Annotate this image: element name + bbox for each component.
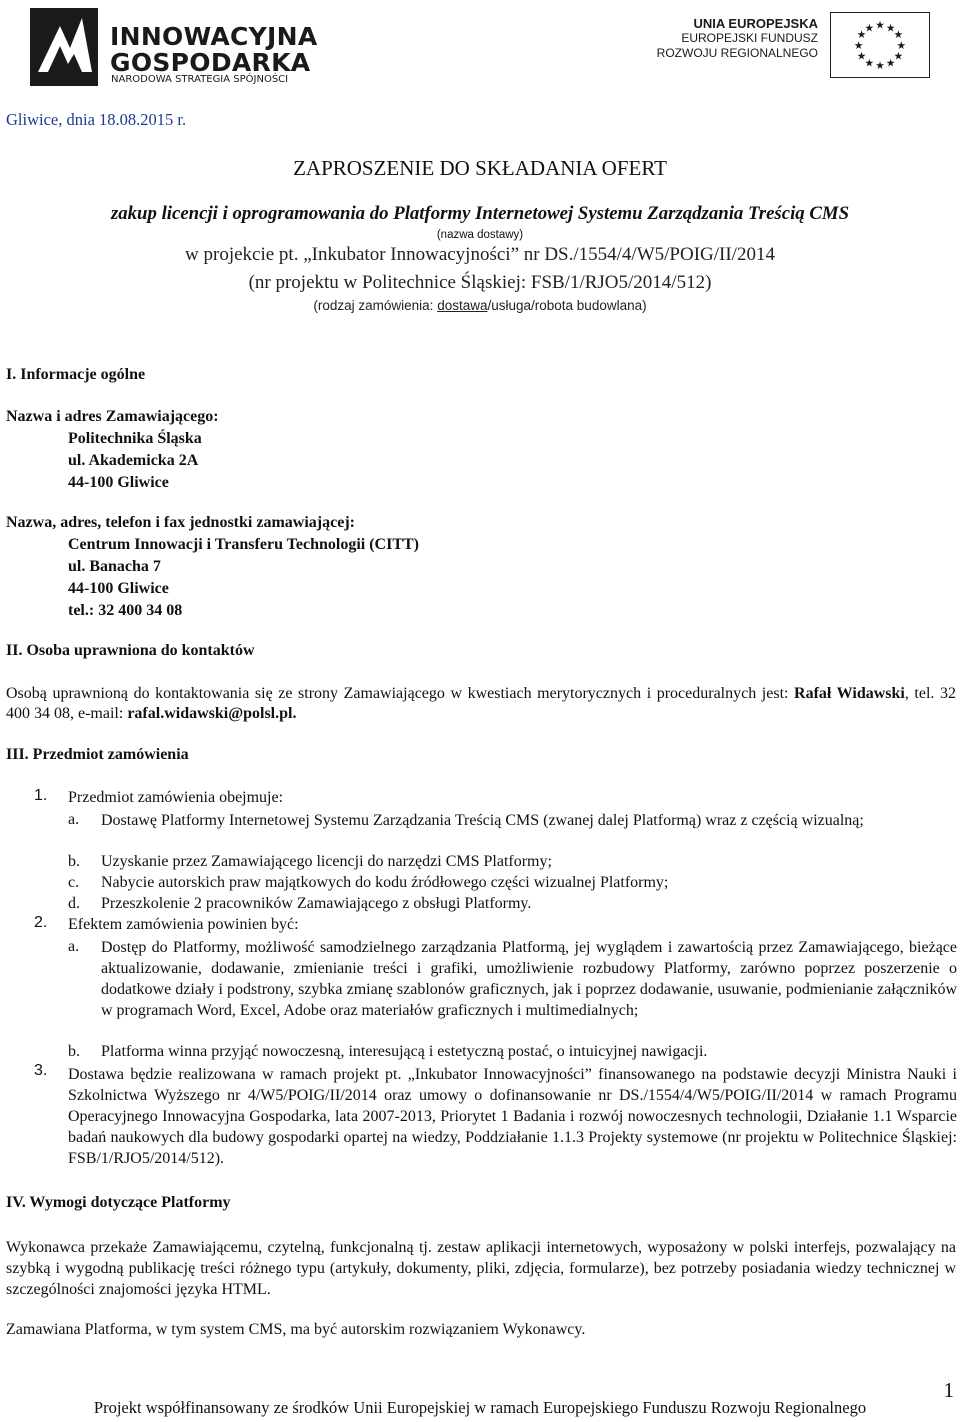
document-title: ZAPROSZENIE DO SKŁADANIA OFERT [293, 156, 667, 180]
sublist-letter: b. [68, 853, 80, 870]
contact-email: rafal.widawski@polsl.pl. [127, 705, 297, 722]
logo-right-line1: UNIA EUROPEJSKA [693, 16, 818, 31]
order-type-selected: dostawa [437, 298, 488, 313]
document-subject: zakup licencji i oprogramowania do Platformy Internetowej Systemu Zarządzania Treścią CMS [110, 203, 850, 224]
sublist-item: Dostęp do Platformy, możliwość samodzielnego zarządzania Platformą, jej wyglądem i zawartością przez Zamawiającego, bieżące aktualizowanie, dodawanie, zmienianie treści i grafiki, umożliwienie rozbudowy Platformy, zarówno poprzez poszerzenie o dodatkowe działy i podstrony, szybka zmianę szablonów graficznych, jak i poprzez dodawanie, usuwanie, podmienianie załączników w programach Word, Excel, Adobe oraz materiałów graficznych i multimedialnych; [101, 939, 957, 1019]
svg-text:★: ★ [853, 38, 864, 52]
sublist-letter: c. [68, 874, 80, 891]
logo-right-line2: EUROPEJSKI FUNDUSZ [681, 31, 818, 45]
employer-label: Nazwa i adres Zamawiającego: [6, 408, 219, 425]
list-item-text: Dostawa będzie realizowana w ramach projekt pt. „Inkubator Innowacyjności” finansowanego na podstawie decyzji Ministra Nauki i Szkolnictwa Wyższego nr 4/W5/POIG/II/2014 oraz umowy o dofinansowanie nr DS./1554/4/W5/POIG/II/2014 w ramach Programu Operacyjnego Innowacyjna Gospodarka, lata 2007-2013, Priorytet 1 Badania i rozwój nowoczesnych technologii, Działanie 1.1 Wsparcie badań naukowych dla budowy gospodarki opartej na wiedzy, Poddziałanie 1.1.3 Projekty systemowe (nr projektu w Politechnice Śląskiej: FSB/1/RJO5/2014/512). [68, 1066, 957, 1167]
order-type-prefix: (rodzaj zamówienia: [313, 298, 438, 313]
employer-street: ul. Akademicka 2A [68, 452, 199, 469]
unit-street: ul. Banacha 7 [68, 558, 161, 575]
page-number: 1 [943, 1378, 954, 1402]
document-date: Gliwice, dnia 18.08.2015 r. [6, 110, 187, 129]
list-item-number: 1. [34, 787, 48, 804]
list-item-text: Przedmiot zamówienia obejmuje: [68, 789, 284, 806]
eu-flag-icon [830, 12, 930, 78]
employer-city: 44-100 Gliwice [68, 474, 169, 491]
logo-right-line3: ROZWOJU REGIONALNEGO [656, 46, 818, 60]
contact-paragraph [6, 684, 956, 724]
section-1-heading: I. Informacje ogólne [6, 366, 146, 383]
list-item-number: 2. [34, 914, 48, 931]
logo-left-line2: GOSPODARKA [110, 48, 311, 77]
svg-text:★: ★ [893, 49, 904, 63]
sublist-item: Platforma winna przyjąć nowoczesną, interesującą i estetyczną postać, o intuicyjnej nawigacji. [101, 1043, 708, 1060]
innowacyjna-gospodarka-logo [30, 8, 330, 88]
list-item-number: 3. [34, 1062, 48, 1079]
svg-text:★: ★ [896, 38, 907, 52]
sublist-letter: a. [68, 811, 80, 828]
project-line: w projekcie pt. „Inkubator Innowacyjności” nr DS./1554/4/W5/POIG/II/2014 [185, 244, 775, 265]
svg-text:★: ★ [885, 56, 896, 70]
svg-text:★: ★ [864, 56, 875, 70]
subject-note: (nazwa dostawy) [436, 229, 524, 241]
contact-text: Osobą uprawnioną do kontaktowania się ze strony Zamawiającego w kwestiach merytorycznych i proceduralnych jest: [6, 685, 789, 702]
contact-details: , tel. 32 400 34 08, e-mail: [6, 685, 956, 722]
order-type [0, 298, 960, 313]
ig-logo-mark-icon [30, 8, 98, 86]
sublist-item: Uzyskanie przez Zamawiającego licencji do narzędzi CMS Platformy; [101, 853, 552, 870]
authorship-paragraph: Zamawiana Platforma, w tym system CMS, ma być autorskim rozwiązaniem Wykonawcy. [6, 1321, 586, 1338]
svg-text:★: ★ [875, 59, 885, 73]
sublist-letter: a. [68, 938, 80, 955]
section-3-heading: III. Przedmiot zamówienia [6, 746, 189, 763]
order-type-rest: /usługa/robota budowlana) [487, 298, 647, 313]
eu-fund-logo [640, 12, 930, 82]
section-2-heading: II. Osoba uprawniona do kontaktów [6, 642, 255, 659]
sublist-item: Nabycie autorskich praw majątkowych do kodu źródłowego części wizualnej Platformy; [101, 874, 669, 891]
svg-text:★: ★ [875, 18, 885, 32]
sublist-letter: d. [68, 895, 80, 912]
svg-text:★: ★ [864, 21, 875, 35]
unit-label: Nazwa, adres, telefon i fax jednostki zamawiającej: [6, 514, 355, 531]
logo-left-line3: NARODOWA STRATEGIA SPÓJNOŚCI [111, 74, 289, 85]
list-item-text: Efektem zamówienia powinien być: [68, 916, 299, 933]
logo-left-line1: INNOWACYJNA [110, 22, 318, 51]
sublist-item: Dostawę Platformy Internetowej Systemu Zarządzania Treścią CMS (zwanej dalej Platformą) wraz z częścią wizualną; [101, 812, 864, 829]
footer-note: Projekt współfinansowany ze środków Unii Europejskiej w ramach Europejskiego Funduszu Rozwoju Regionalnego [93, 1398, 867, 1417]
svg-text:★: ★ [856, 28, 867, 42]
sublist-item: Przeszkolenie 2 pracowników Zamawiającego z obsługi Platformy. [101, 895, 532, 912]
requirements-paragraph: Wykonawca przekaże Zamawiającemu, czytelną, funkcjonalną tj. zestaw aplikacji internetowych, wyposażony w polski interfejs, pozwalający na szybką i wygodną publikację treści różnego typu (artykuły, dokumenty, pliki, zdjęcia, formularze), bez potrzeby posiadania wiedzy technicznej w szczególności znajomości języka HTML. [6, 1239, 956, 1298]
svg-text:★: ★ [893, 28, 904, 42]
eu-logo-text [657, 16, 818, 61]
unit-city: 44-100 Gliwice [68, 580, 169, 597]
unit-name: Centrum Innowacji i Transferu Technologii (CITT) [68, 536, 419, 553]
svg-text:★: ★ [885, 21, 896, 35]
unit-phone: tel.: 32 400 34 08 [68, 602, 183, 619]
sublist-letter: b. [68, 1043, 80, 1060]
project-number: (nr projektu w Politechnice Śląskiej: FSB/1/RJO5/2014/512) [248, 272, 712, 293]
contact-person: Rafał Widawski [794, 685, 905, 702]
employer-name: Politechnika Śląska [68, 430, 202, 447]
section-4-heading: IV. Wymogi dotyczące Platformy [6, 1194, 231, 1211]
svg-text:★: ★ [856, 49, 867, 63]
